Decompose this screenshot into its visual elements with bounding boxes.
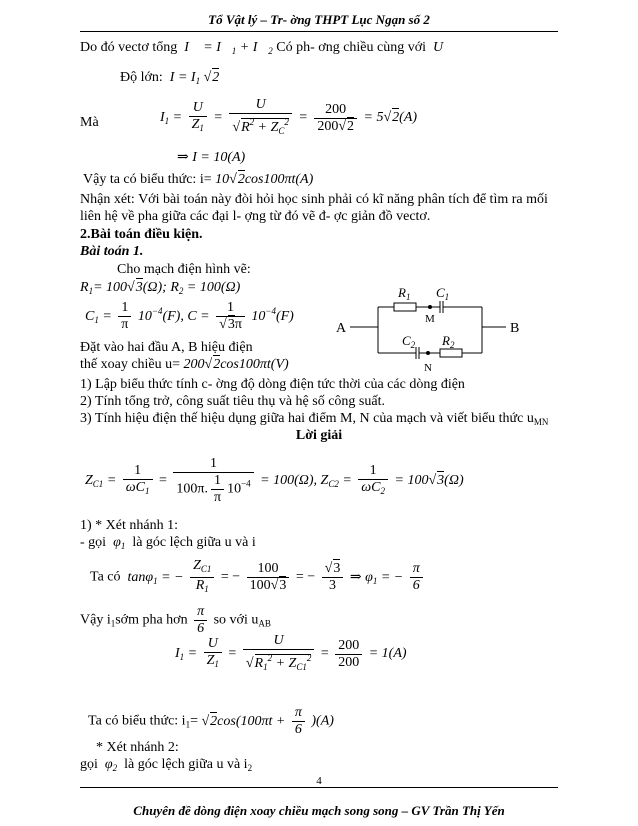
branch-2-title: * Xét nhánh 2: bbox=[96, 740, 179, 755]
node-A: A bbox=[336, 321, 347, 336]
question-2: 2) Tính tổng trở, công suất tiêu thụ và hệ số công suất. bbox=[80, 394, 385, 409]
text: sớm pha hơn bbox=[115, 612, 188, 628]
expression-i1: Ta có biểu thức: $i_1= √2\cos(100\pi t$ + $\frac{\pi}{6}$ )(A) bbox=[88, 705, 334, 737]
header-rule bbox=[80, 31, 558, 32]
resistor-values: $R_1= 100√3(\Omega)$; $R_2 = 100(\Omega)$ bbox=[80, 280, 241, 296]
text: Do đó vectơ tổng bbox=[80, 40, 178, 55]
setup-line-2: thế xoay chiều u= 200√2cos100πt(V) bbox=[80, 357, 289, 372]
equation-I1-branch: $I_1$ = $\frac{U}{Z_1}$ = $\frac{U}{√R_1^2 + Z_{C1}^2}$ = $\frac{200}{200}$ = 1(A) bbox=[175, 633, 407, 672]
text-sub: MN bbox=[533, 417, 549, 427]
resistor-R2 bbox=[440, 349, 462, 357]
label-N: N bbox=[424, 362, 432, 374]
expression-line: Vậy ta có biểu thức: i= 10√2cos100πt(A) bbox=[83, 172, 314, 187]
node-M-dot bbox=[428, 305, 432, 309]
footer-rule bbox=[80, 787, 558, 788]
text-sub: AB bbox=[258, 618, 271, 629]
label-R2: $R_2$ bbox=[442, 333, 455, 350]
equation-I1: $I_1$ = $\frac{U}{Z_1}$ = $\frac{U}{√R^2 + Z_C^2}$ = $\frac{200}{200√2}$ = 5√2(A) bbox=[160, 97, 418, 136]
label-C2: $C_2$ bbox=[402, 333, 416, 350]
text: Vậy i bbox=[80, 612, 111, 628]
setup-line-1: Đặt vào hai đầu A, B hiệu điện bbox=[80, 340, 253, 355]
label-R1: $R_1$ bbox=[398, 285, 411, 302]
solution-title: Lời giải bbox=[295, 428, 343, 443]
text: - gọi bbox=[80, 535, 107, 550]
label-M: M bbox=[425, 313, 435, 325]
text: 3) Tính hiệu điện thế hiệu dụng giữa hai điểm M, N của mạch và viết biểu thức u bbox=[80, 411, 534, 426]
text: Độ lớn: bbox=[120, 70, 163, 85]
text: thế xoay chiều u= bbox=[80, 357, 181, 372]
circuit-diagram bbox=[330, 275, 530, 375]
page-footer: Chuyên đề dòng điện xoay chiều mạch song song – GV Trần Thị Yến bbox=[133, 803, 505, 818]
magnitude-line: Độ lớn: $I = I_1$ √2 bbox=[120, 70, 220, 86]
given-text: Cho mạch điện hình vẽ: bbox=[117, 262, 251, 277]
equation-I: ⇒ I = 10(A) bbox=[177, 150, 246, 165]
resistor-R1 bbox=[394, 303, 416, 311]
branch-1-title: 1) * Xét nhánh 1: bbox=[80, 518, 178, 533]
text: Vậy ta có biểu thức: i= bbox=[83, 172, 212, 187]
page-header: Tổ Vật lý – Tr- ờng THPT Lục Ngạn số 2 bbox=[208, 12, 430, 27]
equation-Zc: $Z_{C1}$ = $\frac{1}{\omega C_1}$ = 1 100π. $\frac{1}{\pi}$ $10^{-4}$ = 100(Ω), $Z_{C2}$ = $\frac{1}{\omega C_2}$ = 100√3(Ω) bbox=[85, 456, 464, 505]
note-line-1: Nhận xét: Với bài toán này đòi hỏi học sinh phải có kĩ năng phân tích để tìm ra mối bbox=[80, 192, 548, 207]
phase-lead-line: Vậy $i_1sớm$ pha hơn $\frac{\pi}{6}$ so với $u_{AB}$ bbox=[80, 604, 271, 636]
branch-2-phi: gọi $\varphi_2$ là góc lệch giữa u và $i_2$ bbox=[80, 757, 253, 773]
question-1: 1) Lập biểu thức tính c- ờng độ dòng điện tức thời của các dòng điện bbox=[80, 377, 465, 392]
text: so với u bbox=[213, 612, 259, 628]
section-title: 2.Bài toán điều kiện. bbox=[80, 227, 203, 242]
text: gọi bbox=[80, 757, 98, 772]
page-number: 4 bbox=[316, 775, 322, 787]
text-ma: Mà bbox=[80, 115, 99, 130]
text: Ta có bbox=[90, 569, 121, 585]
text: là góc lệch giữa u và i bbox=[132, 535, 256, 550]
capacitor-values: $C_1$ = $\frac{1}{\pi}$ $10^{-4}(F)$, C = $\frac{1}{√3\pi}$ $10^{-4}(F)$ bbox=[85, 300, 294, 332]
node-N-dot bbox=[426, 351, 430, 355]
note-line-2: liên hệ về pha giữa các đại l- ợng từ đó vẽ đ- ợc giản đồ vectơ. bbox=[80, 209, 431, 224]
text: là góc lệch giữa u và i bbox=[124, 757, 248, 772]
vector-sum-line: Do đó vectơ tổng I⃗ = $I⃗_1$ + $I⃗_2$ Có ph- ơng chiều cùng với U⃗ bbox=[80, 40, 455, 56]
branch-1-phi: - gọi $\varphi_1$ là góc lệch giữa u và i bbox=[80, 535, 256, 551]
text: Có ph- ơng chiều cùng với bbox=[276, 40, 427, 55]
problem-title: Bài toán 1. bbox=[80, 244, 144, 259]
equation-tan-phi1: Ta có tanφ$_1$ = − $\frac{Z_{C1}}{R_1}$ = − $\frac{100}{100√3}$ = − $\frac{√3}{3}$ ⇒ $\varphi_1$ = − $\frac{\pi}{6}$ bbox=[90, 558, 426, 597]
node-B: B bbox=[510, 321, 520, 336]
label-C1: $C_1$ bbox=[436, 285, 450, 302]
text: Ta có biểu thức: i bbox=[88, 713, 186, 729]
